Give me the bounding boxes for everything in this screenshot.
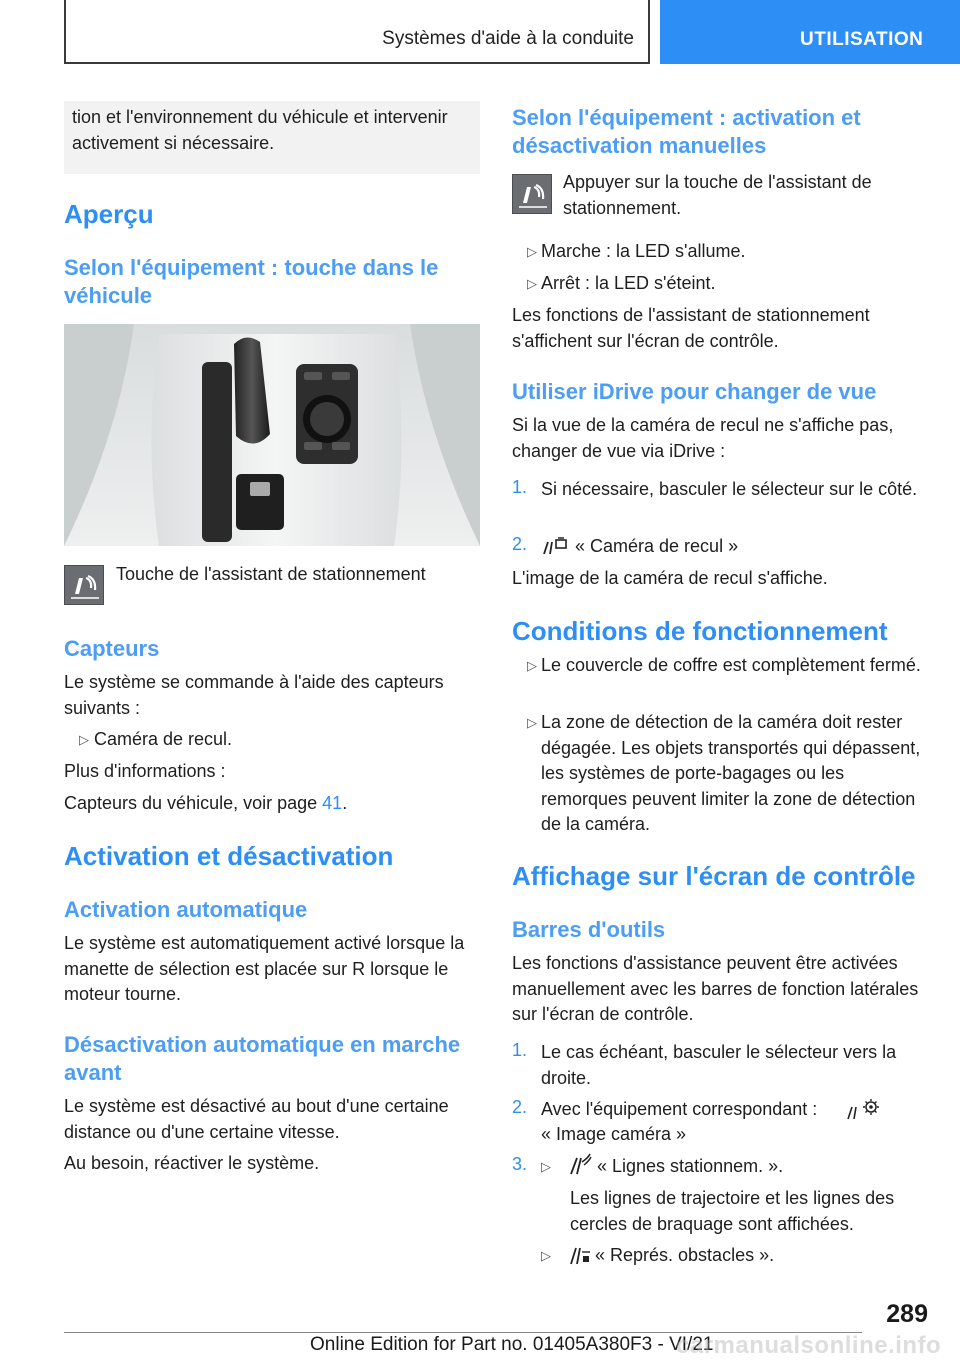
- bullet-icon: ▷: [79, 732, 89, 747]
- park-assist-button-icon: [512, 174, 552, 214]
- plus-info-text: Plus d'informations :: [64, 761, 226, 781]
- capteurs-text: Le système se commande à l'aide des capteurs suivants :: [64, 672, 444, 718]
- reactivate-text: Au besoin, réactiver le système.: [64, 1153, 320, 1173]
- capteurs-list-item: Caméra de recul.: [94, 729, 233, 749]
- step-number: 2.: [512, 1097, 528, 1117]
- condition-2: La zone de détection de la caméra doit rester dégagée. Les objets transportés qui dépassent, les systèmes de porte-bagages ou les remorques peuvent limiter la zone de détection de la caméra.: [541, 712, 921, 834]
- heading-activation-auto: Activation automatique: [64, 897, 308, 922]
- idrive-text: Si la vue de la caméra de recul ne s'affiche pas, changer de vue via iDrive :: [512, 415, 894, 461]
- heading-capteurs: Capteurs: [64, 636, 160, 661]
- heading-barres: Barres d'outils: [512, 917, 666, 942]
- heading-desactivation: Désactivation automatique en marche avant: [64, 1032, 461, 1085]
- header-section-title: Systèmes d'aide à la conduite: [382, 28, 634, 49]
- header-section-tab: [64, 0, 650, 64]
- barres-step-2-prefix: Avec l'équipement correspondant :: [541, 1099, 818, 1119]
- step-number: 1.: [512, 477, 528, 497]
- bullet-icon: ▷: [527, 658, 537, 673]
- footer-edition: Online Edition for Part no. 01405A380F3 - VI/21: [310, 1334, 714, 1355]
- barres-text: Les fonctions d'assistance peuvent être activées manuellement avec les barres de fonction latérales sur l'écran de contrôle.: [512, 953, 919, 1024]
- capteurs-reference: [64, 791, 347, 817]
- park-assist-button-icon: [64, 565, 104, 605]
- heading-manual-activation: Selon l'équipement : activation et désactivation manuelles: [512, 105, 861, 158]
- barres-step-3a: « Lignes stationnem. ».: [597, 1156, 784, 1176]
- watermark: carmanualsonline.info: [676, 1332, 942, 1359]
- camera-settings-icon: [846, 1097, 880, 1121]
- parking-lines-icon: [568, 1152, 592, 1176]
- activation-auto-text: Le système est automatiquement activé lorsque la manette de sélection est placée sur R lorsque le moteur tourne.: [64, 933, 465, 1004]
- continued-note-box: [64, 101, 480, 174]
- barres-step-3a-description: Les lignes de trajectoire et les lignes des cercles de braquage sont affichées.: [570, 1188, 895, 1234]
- heading-affichage: Affichage sur l'écran de contrôle: [512, 861, 916, 891]
- page-link-41[interactable]: 41: [322, 793, 343, 813]
- step-2-text: « Caméra de recul »: [575, 536, 739, 556]
- reference-suffix: .: [342, 793, 348, 813]
- step-number: 3.: [512, 1154, 528, 1174]
- heading-idrive: Utiliser iDrive pour changer de vue: [512, 379, 877, 404]
- reference-prefix: Capteurs du véhicule, voir page: [64, 793, 323, 813]
- obstacle-marking-icon: [568, 1242, 592, 1266]
- rear-camera-icon: [541, 536, 569, 556]
- item-led-off: Arrêt : la LED s'éteint.: [541, 273, 716, 293]
- continued-note-text: tion et l'environnement du véhicule et intervenir activement si nécessaire.: [72, 107, 448, 153]
- center-console-illustration: [64, 324, 480, 546]
- heading-equipment-button: Selon l'équipement : touche dans le véhicule: [64, 255, 439, 308]
- header-chapter-tab: [660, 0, 960, 64]
- bullet-icon: ▷: [527, 276, 537, 291]
- manual-activation-text: Appuyer sur la touche de l'assistant de stationnement.: [563, 172, 872, 218]
- bullet-icon: ▷: [541, 1159, 551, 1174]
- image-displayed-text: L'image de la caméra de recul s'affiche.: [512, 568, 828, 588]
- desactivation-text: Le système est désactivé au bout d'une certaine distance ou d'une certaine vitesse.: [64, 1096, 449, 1142]
- item-led-on: Marche : la LED s'allume.: [541, 241, 746, 261]
- page-number: 289: [886, 1300, 928, 1328]
- barres-step-3b: « Représ. obstacles ».: [595, 1245, 775, 1265]
- step-number: 2.: [512, 534, 528, 554]
- bullet-icon: ▷: [527, 715, 537, 730]
- header-chapter-title: UTILISATION: [800, 29, 924, 50]
- center-console-photo: [64, 324, 480, 546]
- barres-step-1: Le cas échéant, basculer le sélecteur vers la droite.: [541, 1042, 897, 1088]
- step-number: 1.: [512, 1040, 528, 1060]
- bullet-icon: ▷: [541, 1248, 551, 1263]
- bullet-icon: ▷: [527, 244, 537, 259]
- park-assist-button-caption: Touche de l'assistant de stationnement: [116, 564, 426, 584]
- heading-activation: Activation et désactivation: [64, 841, 394, 871]
- condition-1: Le couvercle de coffre est complètement fermé.: [541, 655, 921, 675]
- barres-step-2-suffix: « Image caméra »: [541, 1124, 687, 1144]
- heading-conditions: Conditions de fonctionnement: [512, 616, 888, 646]
- heading-apercu: Aperçu: [64, 199, 154, 229]
- step-1-text: Si nécessaire, basculer le sélecteur sur le côté.: [541, 479, 918, 499]
- functions-display-text: Les fonctions de l'assistant de stationnement s'affichent sur l'écran de contrôle.: [512, 305, 870, 351]
